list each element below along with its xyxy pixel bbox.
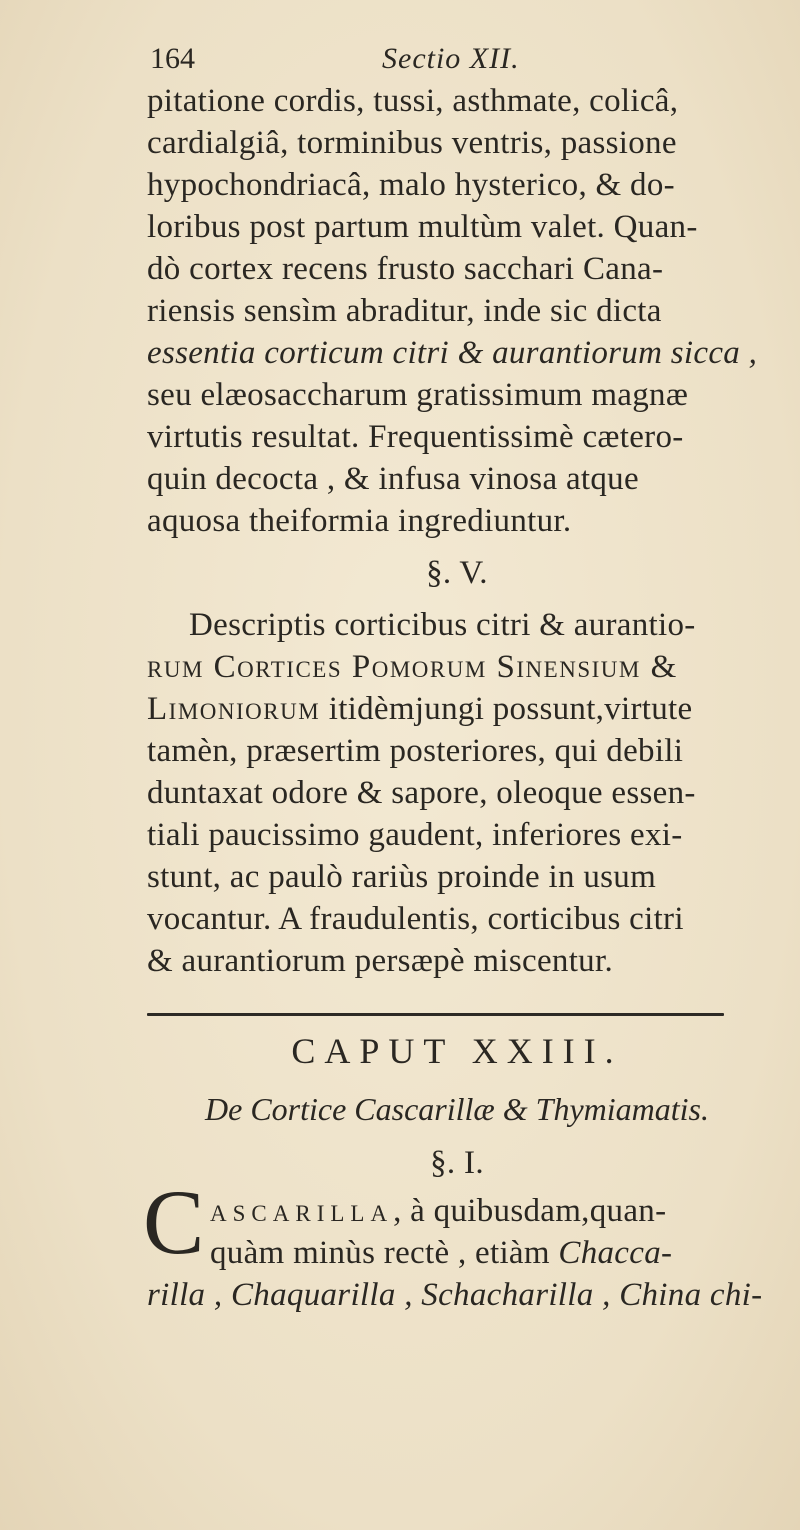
text-line: cardialgiâ, torminibus ventris, passione [147,125,677,161]
section-heading: §. V. [426,555,488,591]
italic-text: Chacca- [549,1235,673,1271]
text-line: aquosa theiformia ingrediuntur. [147,503,572,539]
text-span: itidèmjungi possunt,virtute [320,691,693,727]
small-caps-text: rum Cortices Pomorum Sinensium & [147,649,678,685]
chapter-title: CAPUT XXIII. [291,1031,623,1071]
page-number: 164 [150,42,195,75]
page-header [150,42,750,82]
drop-cap: C [143,1171,205,1273]
small-caps-text: Limoniorum [147,691,321,727]
text-line: duntaxat odore & sapore, oleoque essen- [147,775,696,811]
text-span: , à quibusdam,quan- [393,1193,667,1229]
text-line [210,1232,770,1274]
text-line: dò cortex recens frusto sacchari Cana- [147,251,664,287]
text-line: tiali paucissimo gaudent, inferiores exi- [147,817,683,853]
text-line [210,1190,770,1232]
text-line: seu elæosaccharum gratissimum magnæ [147,377,689,413]
chapter-rule [147,1013,724,1016]
text-line: riensis sensìm abraditur, inde sic dicta [147,293,662,329]
text-line: hypochondriacâ, malo hysterico, & do- [147,167,675,203]
text-line: quin decocta , & infusa vinosa atque [147,461,639,497]
text-line: pitatione cordis, tussi, asthmate, colicâ, [147,83,679,119]
text-line [147,646,767,688]
chapter-subtitle: De Cortice Cascarillæ & Thymiamatis. [205,1091,709,1127]
text-span: quàm minùs rectè , etiàm [210,1235,550,1271]
text-line: tamèn, præsertim posteriores, qui debili [147,733,684,769]
section-heading: §. I. [430,1145,484,1181]
italic-text-line: essentia corticum citri & aurantiorum sicca , [147,335,758,371]
text-line: loribus post partum multùm valet. Quan- [147,209,698,245]
small-caps-text: ascarilla [210,1193,394,1229]
running-head: Sectio XII. [382,42,520,75]
text-line: vocantur. A fraudulentis, corticibus citri [147,901,684,937]
text-line [147,688,767,730]
text-line: stunt, ac paulò rariùs proinde in usum [147,859,657,895]
text-line: virtutis resultat. Frequentissimè cætero- [147,419,684,455]
text-line: Descriptis corticibus citri & aurantio- [189,607,696,643]
text-line: & aurantiorum persæpè miscentur. [147,943,613,979]
italic-text-line: rilla , Chaquarilla , Schacharilla , China chi- [147,1277,763,1313]
